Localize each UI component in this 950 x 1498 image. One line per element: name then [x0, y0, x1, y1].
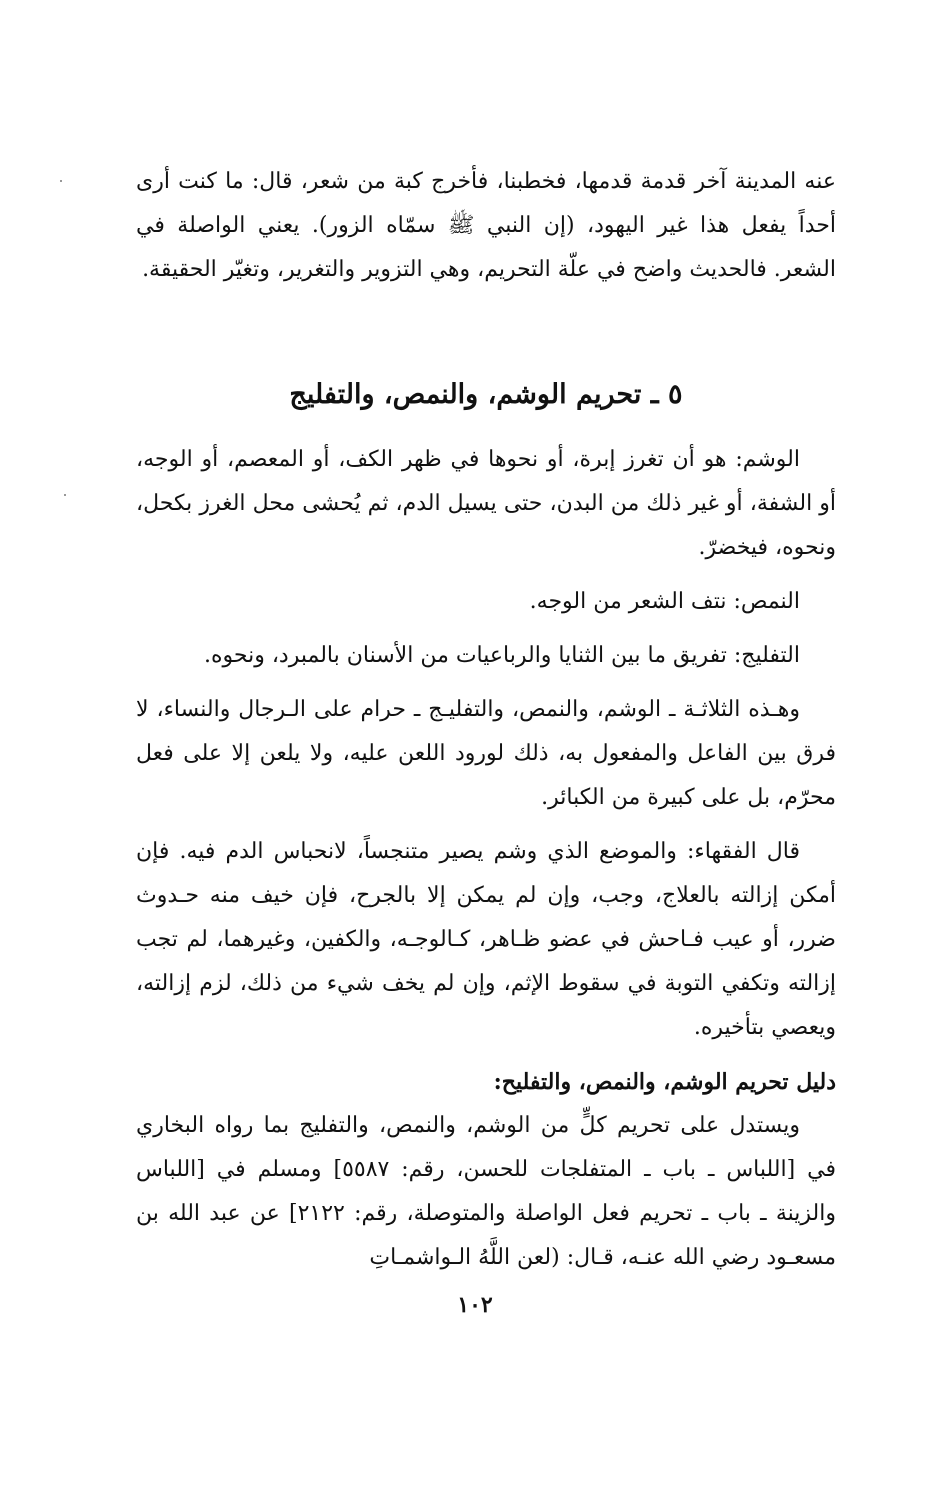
evidence-heading: دليل تحريم الوشم، والنمص، والتفليح: — [493, 1069, 836, 1095]
tattoo-definition: الوشم: هو أن تغرز إبرة، أو نحوها في ظهر الكف، أو المعصم، أو الوجه، أو الشفة، أو غير ذلك من البدن، حتى يسيل الدم، ثم يُحشى محل الغرز بكحل، ونحوه، فيخضرّ. — [136, 447, 836, 560]
scan-speck — [64, 494, 66, 496]
ruling-paragraph: وهـذه الثلاثـة ـ الوشم، والنمص، والتفليـج ـ حرام على الـرجال والنساء، لا فرق بين الفاعل والمفعول به، ذلك لورود اللعن عليه، ولا يلعن إلا على فعل محرّم، بل على كبيرة من الكبائر. — [136, 697, 836, 810]
definitions-block — [136, 438, 836, 1280]
jurists-paragraph: قال الفقهاء: والموضع الذي وشم يصير متنجساً، لانحباس الدم فيه. فإن أمكن إزالته بالعلاج، وجب، وإن لم يمكن إلا بالجرح، فإن خيف منه حـدوث ضرر، أو عيب فـاحش في عضو ظـاهر، كـالوجـه، والكفين، وغيرهما، لم تجب إزالته وتكفي التوبة في سقوط الإثم، وإن لم يخف شيء من ذلك، لزم إزالته، ويعصي بتأخيره. — [136, 839, 836, 1040]
intro-paragraph: عنه المدينة آخر قدمة قدمها، فخطبنا، فأخرج كبة من شعر، قال: ما كنت أرى أحداً يفعل هذا غير اليهود، (إن النبي ﷺ سمّاه الزور). يعني الواصلة في الشعر. فالحديث واضح في علّة التحريم، وهي التزوير والتغرير، وتغيّر الحقيقة. — [136, 169, 836, 282]
section-heading: ٥ ـ تحريم الوشم، والنمص، والتفليج — [289, 379, 683, 410]
filing-definition: التفليج: تفريق ما بين الثنايا والرباعيات من الأسنان بالمبرد، ونحوه. — [204, 643, 800, 668]
page-number: ١٠٢ — [457, 1292, 493, 1318]
scan-speck — [60, 180, 62, 182]
intro-paragraph-block — [136, 160, 836, 292]
evidence-paragraph: ويستدل على تحريم كلٍّ من الوشم، والنمص، والتفليج بما رواه البخاري في [اللباس ـ باب ـ المتفلجات للحسن، رقم: ٥٥٨٧] ومسلم في [اللباس والزينة ـ باب ـ تحريم فعل الواصلة والمتوصلة، رقم: ٢١٢٢] عن عبد الله بن مسعـود رضي الله عنـه، قـال: (لعن اللَّهُ الـواشمـاتِ — [136, 1113, 836, 1270]
plucking-definition: النمص: نتف الشعر من الوجه. — [529, 589, 800, 614]
